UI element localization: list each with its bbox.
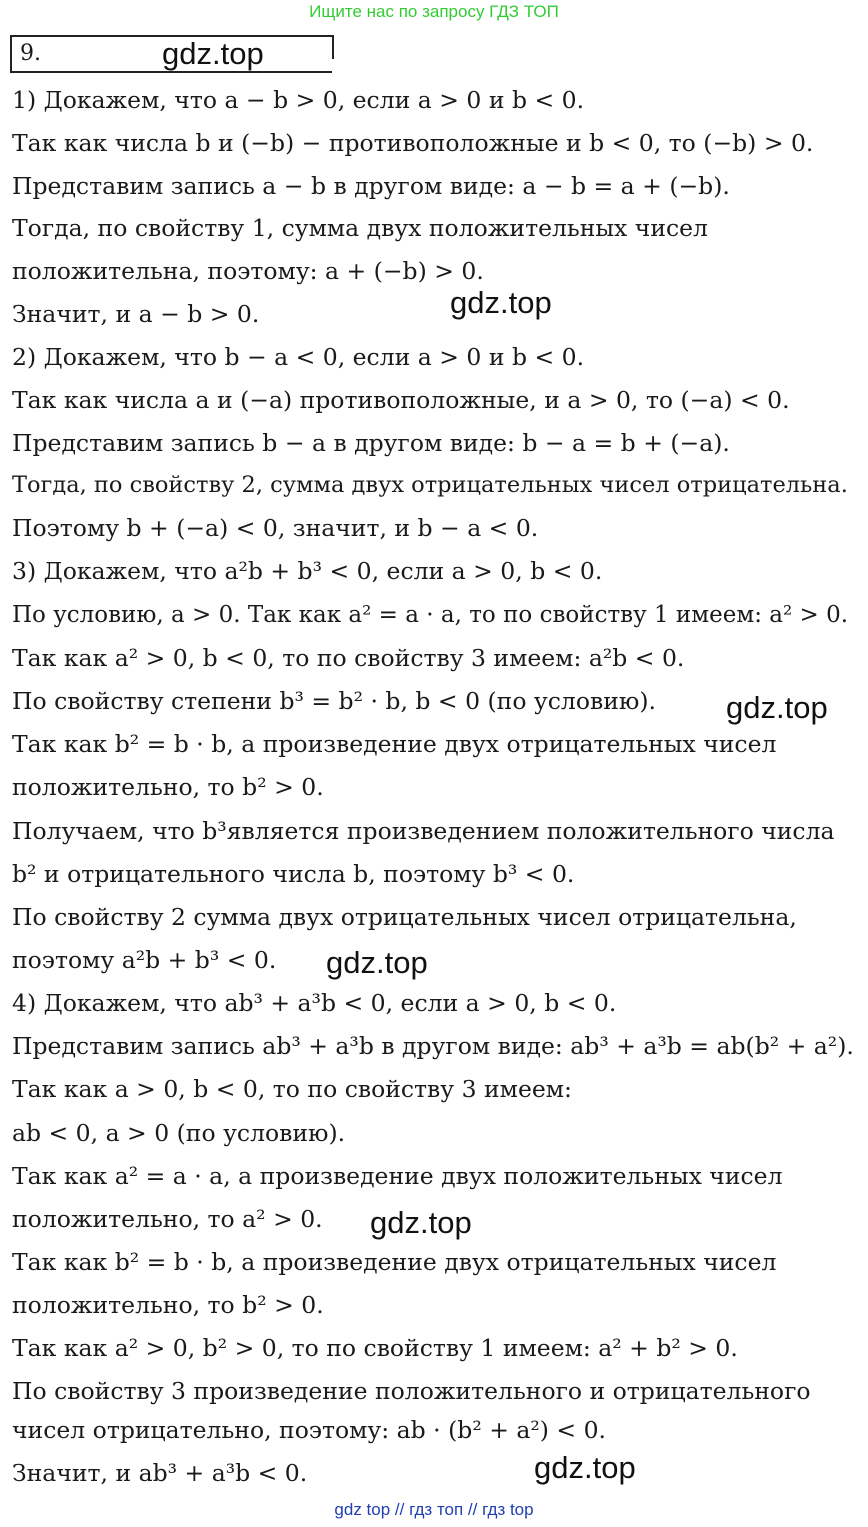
watermark: gdz.top bbox=[534, 1450, 636, 1485]
solution-line: По свойству степени b³ = b² · b, b < 0 (по условию). bbox=[12, 687, 656, 715]
solution-line: Так как a² > 0, b < 0, то по свойству 3 имеем: a²b < 0. bbox=[12, 644, 685, 672]
watermark: gdz.top bbox=[326, 945, 428, 980]
watermark: gdz.top bbox=[450, 285, 552, 320]
solution-line: 2) Докажем, что b − a < 0, если a > 0 и b < 0. bbox=[12, 343, 585, 371]
task-number: 9. bbox=[20, 41, 41, 66]
solution-line: b² и отрицательного числа b, поэтому b³ < 0. bbox=[12, 860, 575, 888]
solution-line: положительно, то a² > 0. bbox=[12, 1205, 323, 1233]
solution-line: положительно, то b² > 0. bbox=[12, 773, 324, 801]
solution-line: поэтому a²b + b³ < 0. bbox=[12, 946, 277, 974]
solution-line: Так как b² = b · b, а произведение двух отрицательных чисел bbox=[12, 1248, 777, 1276]
solution-line: Представим запись b − a в другом виде: b − a = b + (−a). bbox=[12, 429, 730, 457]
footer-links: gdz top // гдз топ // гдз top bbox=[334, 1500, 534, 1519]
solution-line: Значит, и ab³ + a³b < 0. bbox=[12, 1459, 308, 1487]
solution-line: По условию, a > 0. Так как a² = a · a, то по свойству 1 имеем: a² > 0. bbox=[12, 602, 849, 628]
solution-line: Получаем, что b³является произведением положительного числа bbox=[12, 817, 835, 845]
watermark: gdz.top bbox=[370, 1205, 472, 1240]
watermark: gdz.top bbox=[726, 690, 828, 725]
solution-line: Представим запись a − b в другом виде: a − b = a + (−b). bbox=[12, 172, 730, 200]
solution-line: Так как числа a и (−a) противоположные, и a > 0, то (−a) < 0. bbox=[12, 386, 790, 414]
solution-line: чисел отрицательно, поэтому: ab · (b² + a²) < 0. bbox=[12, 1416, 607, 1444]
solution-line: Так как a² > 0, b² > 0, то по свойству 1 имеем: a² + b² > 0. bbox=[12, 1334, 738, 1362]
solution-line: Поэтому b + (−a) < 0, значит, и b − a < 0. bbox=[12, 514, 539, 542]
solution-line: Так как a² = a · a, а произведение двух положительных чисел bbox=[12, 1162, 783, 1190]
solution-line: По свойству 3 произведение положительного и отрицательного bbox=[12, 1377, 811, 1405]
solution-line: положительно, то b² > 0. bbox=[12, 1291, 324, 1319]
watermark: gdz.top bbox=[162, 36, 264, 71]
solution-line: 1) Докажем, что a − b > 0, если a > 0 и b < 0. bbox=[12, 86, 585, 114]
solution-line: Тогда, по свойству 1, сумма двух положительных чисел bbox=[12, 214, 708, 242]
solution-line: Так как a > 0, b < 0, то по свойству 3 имеем: bbox=[12, 1075, 572, 1103]
solution-line: Так как числа b и (−b) − противоположные и b < 0, то (−b) > 0. bbox=[12, 129, 814, 157]
solution-line: Представим запись ab³ + a³b в другом виде: ab³ + a³b = ab(b² + a²). bbox=[12, 1032, 854, 1060]
solution-line: 3) Докажем, что a²b + b³ < 0, если a > 0, b < 0. bbox=[12, 557, 603, 585]
solution-line: Значит, и a − b > 0. bbox=[12, 300, 260, 328]
solution-line: ab < 0, a > 0 (по условию). bbox=[12, 1119, 346, 1147]
solution-line: Так как b² = b · b, а произведение двух отрицательных чисел bbox=[12, 730, 777, 758]
solution-line: По свойству 2 сумма двух отрицательных чисел отрицательна, bbox=[12, 903, 797, 931]
solution-line: 4) Докажем, что ab³ + a³b < 0, если a > 0, b < 0. bbox=[12, 989, 617, 1017]
solution-line: Тогда, по свойству 2, сумма двух отрицательных чисел отрицательна. bbox=[12, 472, 848, 498]
solution-line: положительна, поэтому: a + (−b) > 0. bbox=[12, 257, 484, 285]
top-banner: Ищите нас по запросу ГДЗ ТОП bbox=[309, 2, 559, 21]
